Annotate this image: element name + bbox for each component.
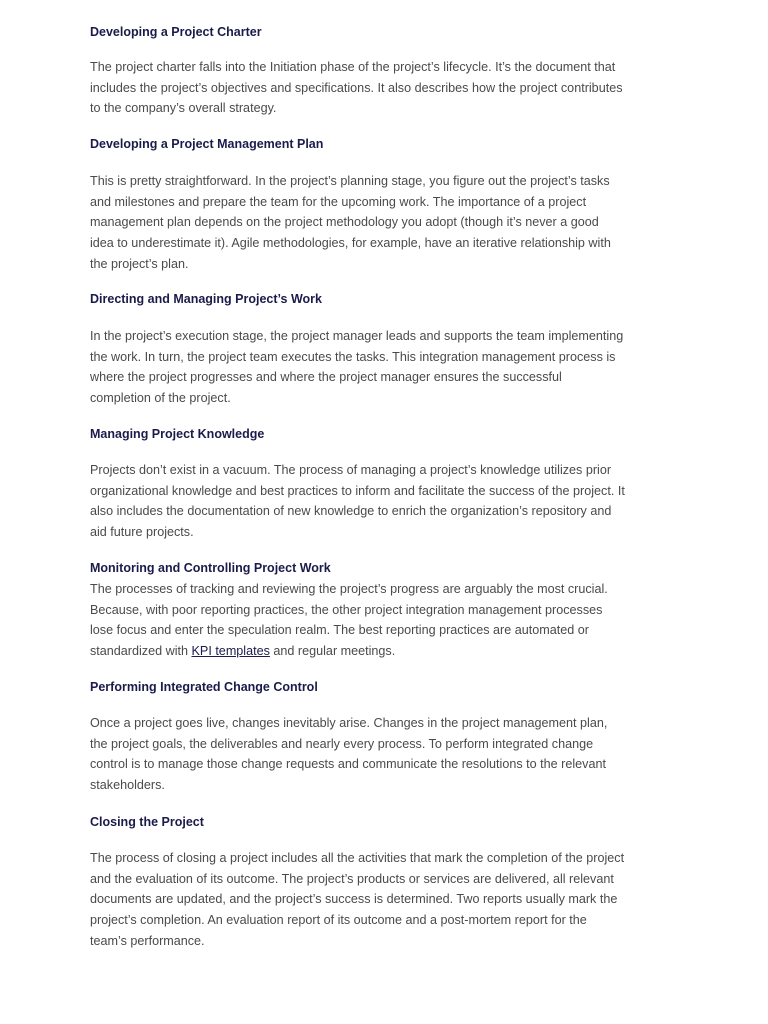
body-line: also includes the documentation of new knowledge to enrich the organization’s repository and	[90, 504, 612, 519]
body-line: organizational knowledge and best practices to inform and facilitate the success of the project. It	[90, 483, 625, 498]
body-line: management plan depends on the project methodology you adopt (though it’s never a good	[90, 215, 599, 230]
section-heading-project-charter: Developing a Project Charter	[90, 25, 262, 39]
body-line: and milestones and prepare the team for the upcoming work. The importance of a project	[90, 194, 587, 209]
body-line: the work. In turn, the project team executes the tasks. This integration management process is	[90, 349, 616, 364]
section-heading-change-control: Performing Integrated Change Control	[90, 680, 318, 694]
body-line: This is pretty straightforward. In the project’s planning stage, you figure out the project’s tasks	[90, 174, 610, 188]
body-line: to the company’s overall strategy.	[90, 101, 277, 116]
body-line: documents are updated, and the project’s success is determined. Two reports usually mark the	[90, 892, 618, 907]
body-line-with-link	[90, 641, 682, 662]
body-line: Once a project goes live, changes inevitably arise. Changes in the project management plan,	[90, 716, 608, 730]
body-line: stakeholders.	[90, 778, 165, 793]
body-line: the project’s plan.	[90, 256, 189, 271]
body-line: idea to underestimate it). Agile methodologies, for example, have an iterative relationship with	[90, 236, 611, 251]
body-line: Because, with poor reporting practices, the other project integration management processes	[90, 602, 603, 617]
section-body-closing	[90, 848, 682, 952]
body-text: standardized with	[90, 644, 192, 659]
section-heading-project-knowledge: Managing Project Knowledge	[90, 427, 265, 441]
section-body-project-knowledge	[90, 460, 682, 543]
body-line: the project goals, the deliverables and nearly every process. To perform integrated change	[90, 736, 594, 751]
section-heading-management-plan: Developing a Project Management Plan	[90, 137, 324, 151]
section-heading-closing: Closing the Project	[90, 815, 204, 829]
section-body-management-plan	[90, 171, 682, 275]
section-heading-monitoring: Monitoring and Controlling Project Work	[90, 561, 331, 575]
body-line: aid future projects.	[90, 525, 194, 540]
body-line: In the project’s execution stage, the project manager leads and supports the team implementing	[90, 329, 624, 343]
body-line: Projects don’t exist in a vacuum. The process of managing a project’s knowledge utilizes prior	[90, 463, 612, 477]
body-line: and the evaluation of its outcome. The project’s products or services are delivered, all relevant	[90, 871, 614, 886]
section-body-change-control	[90, 713, 682, 796]
body-line: lose focus and enter the speculation realm. The best reporting practices are automated or	[90, 623, 589, 638]
section-body-monitoring	[90, 579, 682, 662]
body-line: where the project progresses and where the project manager ensures the successful	[90, 370, 562, 385]
body-line: The project charter falls into the Initiation phase of the project’s lifecycle. It’s the document that	[90, 60, 616, 74]
section-body-directing-work	[90, 326, 682, 409]
body-line: team’s performance.	[90, 933, 205, 948]
body-line: The processes of tracking and reviewing the project’s progress are arguably the most crucial.	[90, 582, 608, 596]
body-line: project’s completion. An evaluation report of its outcome and a post-mortem report for the	[90, 913, 587, 928]
kpi-templates-link[interactable]: KPI templates	[191, 644, 270, 659]
body-line: The process of closing a project includes all the activities that mark the completion of the project	[90, 851, 625, 865]
section-heading-directing-work: Directing and Managing Project’s Work	[90, 292, 322, 306]
body-text: and regular meetings.	[269, 644, 396, 659]
body-line: completion of the project.	[90, 391, 231, 406]
body-line: includes the project’s objectives and specifications. It also describes how the project contributes	[90, 80, 623, 95]
body-line: control is to manage those change requests and communicate the resolutions to the relevant	[90, 757, 606, 772]
section-body-project-charter	[90, 57, 682, 119]
